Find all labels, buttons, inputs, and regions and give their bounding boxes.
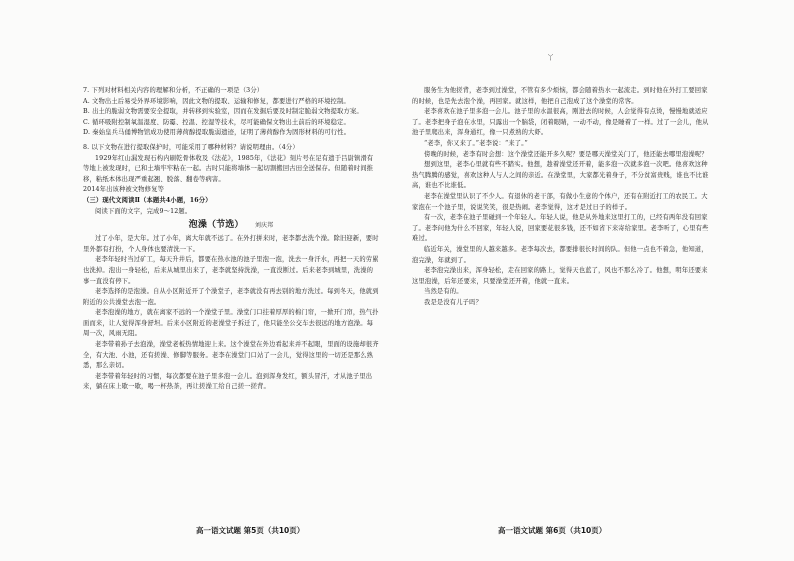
passage-paragraph: 老李在澡堂里认识了不少人。有退休的老干部，有做小生意的个体户，还有在附近打工的农民工。大家泡在一个池子里，说说笑笑，很是热闹。老李觉得，这才是过日子的样子。 <box>412 192 708 211</box>
q7-option-a: A. 文物出土后易受外界环境影响，因此文物的提取、运输和修复，都要进行严格的环境控制。 <box>83 97 350 105</box>
passage-paragraph: 老李泡澡的地方，就在离家不远的一个澡堂子里。澡堂门口挂着厚厚的棉门帘，一掀开门帘，热气扑面而来，让人觉得浑身舒坦。后来小区附近的老澡堂子拆迁了，他只能坐公交车去很远的地方泡澡。每周一次，风雨无阻。 <box>83 309 379 338</box>
q7-option-c: C. 循环吸附控制氧温湿度、防霉、控温、控湿等技术，尽可能确保文物出土前后的环境稳定。 <box>83 118 350 126</box>
question-7: 7. 下列对材料相关内容的理解和分析，不正确的一项是（3分） <box>83 87 264 94</box>
passage-title-text: 泡澡（节选） <box>188 220 244 231</box>
passage-paragraph: 过了小年，是大年。过了小年，离大年就不远了。在外打拼来时，老李都去洗个澡。除旧迎新，要时里外都有打扮，个人身体也要清洗一下。 <box>83 235 379 253</box>
passage-paragraph: 老李年轻时当过矿工，每天升井后，都要在热水池的池子里泡一泡，洗去一身汗水，再把一天的劳累也洗掉。泡出一身轻松，后来从城里出来了，老李就坚持洗澡，一直没断过。后来老李到城里，洗澡的事一直没有停下。 <box>83 256 379 285</box>
passage-paragraph: 老李带着孙子去泡澡，澡堂老板热情地迎上来。这个澡堂在外边看起来并不起眼，里面的设施却很齐全，有大池、小池，还有搓澡、修脚等服务。老李在澡堂门口站了一会儿，觉得这里的一切还是那么熟悉，那么亲切。 <box>83 341 379 370</box>
question-8: 8. 以下文物在进行提取保护时，可能采用了哪种材料？请说明理由。（4分） <box>83 143 299 151</box>
passage-paragraph: 想到这里，老李心里就有些不踏实。他想，趁着澡堂还开着，能多泡一次就多泡一次吧。他喜欢这种热气腾腾的感觉，喜欢这种人与人之间的亲近。在澡堂里，大家都光着身子，不分贫富贵贱，谁也不比谁高，谁也不比谁低。 <box>412 161 709 190</box>
passage-title <box>83 217 379 234</box>
passage-paragraph: 老李喜欢在池子里多泡一会儿。池子里的水温很高，刚进去的时候，人会觉得有点烫，慢慢地就适应了。老李把身子泡在水里，只露出一个脑袋，闭着眼睛，一动不动，像是睡着了一样。过了一会儿，他从池子里爬出来，浑身通红，像一只煮熟的大虾。 <box>412 108 709 137</box>
passage-paragraph: 老李选择的是泡澡。自从小区附近开了个澡堂子，老李就没有再去别的地方洗过。每到冬天，他就到附近的公共澡堂去泡一泡。 <box>83 288 379 306</box>
passage-paragraph: 有一次，老李在池子里碰到一个年轻人。年轻人说，他是从外地来这里打工的，已经有两年没有回家了。老李问他为什么不回家，年轻人说，回家要花很多钱，还不如省下来寄给家里。老李听了，心里有些难过。 <box>412 214 709 243</box>
header-mark: ㄚ <box>546 53 556 63</box>
passage-paragraph: 老李泡完澡出来，浑身轻松，走在回家的路上，觉得天也蓝了，风也不那么冷了。他想，明年还要来这里泡澡，后年还要来，只要澡堂还开着，他就一直来。 <box>412 267 708 285</box>
q7-option-d: D. 秦始皇兵马俑博物馆成功使用薄荷醇提取脆弱遗迹，证明了薄荷醇作为固形材料的可行性。 <box>83 129 351 137</box>
page-footer-right: 高一语文试题 第6页（共10页） <box>498 526 607 535</box>
page-footer-left: 高一语文试题 第5页（共10页） <box>196 526 305 535</box>
passage-paragraph: “老李，你又来了。”老李说：“来了。” <box>424 139 528 147</box>
passage-paragraph: 临近年关，澡堂里的人越来越多。老李每次去，都要排很长时间的队。但他一点也不着急，他知道，泡完澡，年就到了。 <box>412 245 708 264</box>
passage-author: 刘庆邦 <box>254 222 274 230</box>
right-page-column <box>412 86 710 308</box>
passage-paragraph: 当然是有的。 <box>424 288 463 296</box>
q7-option-b: B. 出土的脆弱文物需要安全提取，并转移到实验室，因而在发掘后要及时制定脆弱文物提取方案。 <box>83 108 363 116</box>
left-page-column <box>83 86 379 393</box>
q8-material: 1929年红山漏发现石构内刷乾骨体收及《法花》，1985年，《法花》刻片号在足有遗于吕尉镇滑有等地上被发现时，已和土墙牢牢粘在一起。古时只能将墙体一起切割搬回古田全送保存。但随着时间推移，粘纸本体出现严重起翘、脱落、翻卷等病害。 <box>83 154 374 183</box>
section-heading: （三）现代文阅读Ⅱ（本题共4小题，16分） <box>83 196 212 204</box>
passage-paragraph: 老李带着年轻时的习惯，每次都要在池子里多泡一会儿。泡到浑身发红，额头冒汗，才从池子里出来，躺在床上歇一歇，喝一杯热茶，再让搓澡工给自己搓一搓背。 <box>83 372 373 391</box>
passage-paragraph: 傍晚的时候，老李有时会想：这个澡堂还能开多久呢？要是哪天澡堂关门了，他还能去哪里泡澡呢？ <box>424 150 708 158</box>
q8-material-tail: 2014年出该种被文物修复等 <box>83 186 165 194</box>
reading-instruction: 阅读下面的文字，完成9～12题。 <box>95 207 192 215</box>
passage-paragraph: 我是是没有儿子吗？ <box>424 298 483 306</box>
passage-paragraph: 服务生为他搓背，老李到过澡堂，不管有多少烦恼，都会随着热水一起流走。到时他在外打工要回家的时候，也是先去泡个澡，再回家。就这样，他把自己泡成了这个澡堂的常客。 <box>412 87 708 105</box>
